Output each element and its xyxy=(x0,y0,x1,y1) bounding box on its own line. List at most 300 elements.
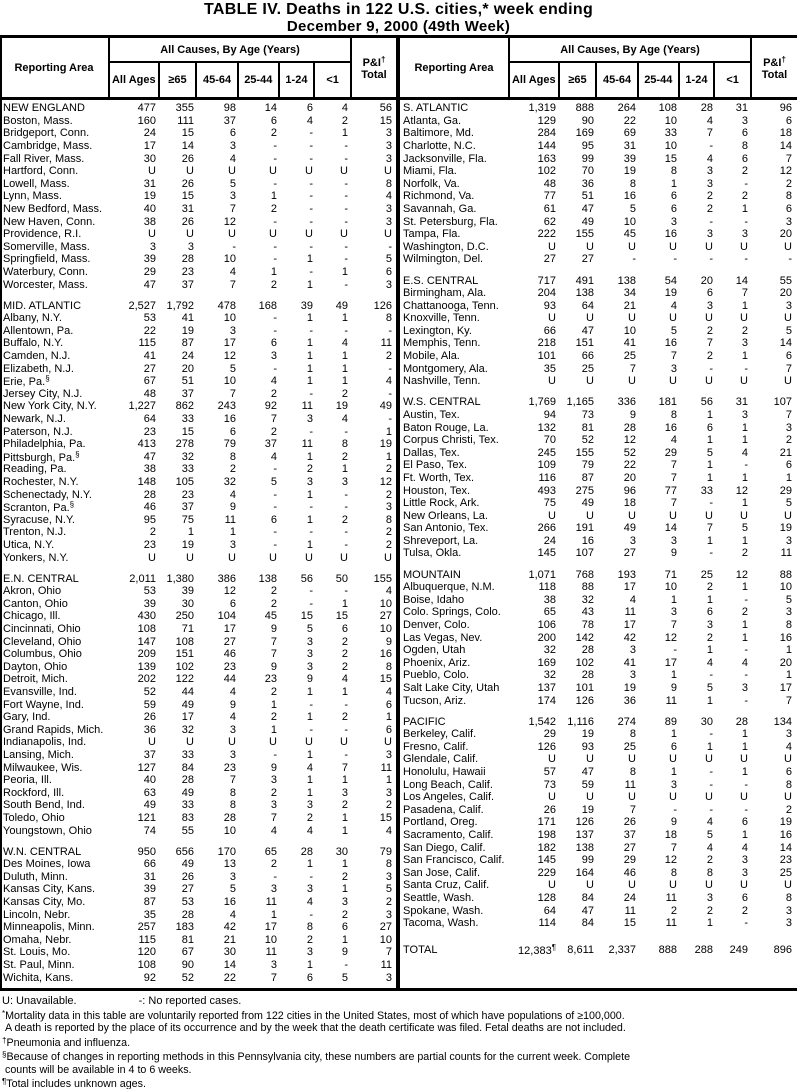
value-cell: 59 xyxy=(581,778,594,791)
value-cell: U xyxy=(669,240,677,253)
table-row xyxy=(400,581,797,594)
value-cell: 1 xyxy=(229,526,236,539)
value-cell: 2 xyxy=(706,190,713,203)
value-cell: U xyxy=(740,240,748,253)
value-cell: 19 xyxy=(623,165,636,178)
table-row xyxy=(0,711,396,724)
value-cell: U xyxy=(628,791,636,804)
reporting-area-cell: Spokane, Wash. xyxy=(403,904,484,917)
footnote-line: A death is reported by the place of its occurrence and by the week that the death certificate was filed. Fetal deaths are not included. xyxy=(4,1022,626,1035)
value-cell: 47 xyxy=(581,203,594,216)
age-column-header: ≥65 xyxy=(160,63,198,97)
value-cell: 28 xyxy=(143,488,156,501)
value-cell: 6 xyxy=(785,203,792,216)
value-cell: 24 xyxy=(623,891,636,904)
value-cell: 1 xyxy=(341,811,348,824)
value-cell: 2,527 xyxy=(128,299,156,312)
value-cell: 171 xyxy=(537,816,556,829)
value-cell: 288 xyxy=(694,943,713,956)
value-cell: 35 xyxy=(143,908,156,921)
reporting-area-cell: Mobile, Ala. xyxy=(403,350,460,363)
value-cell: 7 xyxy=(270,971,277,984)
value-cell: 14 xyxy=(735,274,748,287)
value-cell: 23 xyxy=(143,425,156,438)
table-row xyxy=(400,253,797,266)
value-cell: - xyxy=(309,597,313,610)
value-cell: 9 xyxy=(270,623,277,636)
footnote-mark: § xyxy=(69,500,75,510)
value-cell: 218 xyxy=(537,337,556,350)
value-cell: 45 xyxy=(264,610,277,623)
value-cell: 25 xyxy=(623,740,636,753)
value-cell: U xyxy=(740,879,748,892)
value-cell: 126 xyxy=(373,299,392,312)
all-causes-label: All Causes, By Age (Years) xyxy=(510,38,750,63)
value-cell: 37 xyxy=(143,748,156,761)
reporting-area-cell: Lansing, Mich. xyxy=(3,748,74,761)
header-right-half xyxy=(400,38,797,97)
value-cell: 3 xyxy=(385,152,392,165)
value-cell: 182 xyxy=(537,841,556,854)
value-cell: 3 xyxy=(341,896,348,909)
reporting-area-cell: Waterbury, Conn. xyxy=(3,266,88,279)
value-cell: 19 xyxy=(623,681,636,694)
value-cell: U xyxy=(228,736,236,749)
reporting-area-cell: Montgomery, Ala. xyxy=(403,362,488,375)
reporting-area-cell: Pasadena, Calif. xyxy=(403,803,484,816)
value-cell: - xyxy=(232,240,236,253)
table-title xyxy=(0,1,797,35)
value-cell: 11 xyxy=(624,606,636,619)
table-row xyxy=(400,917,797,930)
value-cell: 3 xyxy=(785,728,792,741)
value-cell: 21 xyxy=(779,446,792,459)
table-row xyxy=(400,766,797,779)
value-cell: 3 xyxy=(785,917,792,930)
value-cell: U xyxy=(340,165,348,178)
value-cell: 4 xyxy=(270,450,277,463)
value-cell: U xyxy=(586,879,594,892)
pi-total-word: Total xyxy=(761,69,788,81)
table-title-line2: December 9, 2000 (49th Week) xyxy=(286,18,511,35)
value-cell: 92 xyxy=(264,400,277,413)
table-row xyxy=(0,761,396,774)
value-cell: 10 xyxy=(779,581,792,594)
value-cell: 3 xyxy=(670,606,677,619)
reporting-area-cell: Buffalo, N.Y. xyxy=(3,337,64,350)
value-cell: 17 xyxy=(223,623,236,636)
value-cell: 2 xyxy=(706,203,713,216)
value-cell: 30 xyxy=(700,715,713,728)
value-cell: 7 xyxy=(741,287,748,300)
value-cell: 16 xyxy=(664,337,677,350)
value-cell: 15 xyxy=(623,917,636,930)
value-cell: 2 xyxy=(270,711,277,724)
value-cell: U xyxy=(269,551,277,564)
value-cell: 6 xyxy=(229,127,236,140)
reporting-area-cell: Scranton, Pa.§ xyxy=(3,500,75,515)
value-cell: - xyxy=(709,547,713,560)
reporting-area-cell: Charlotte, N.C. xyxy=(403,140,476,153)
value-cell: 4 xyxy=(341,337,348,350)
value-cell: 12 xyxy=(735,568,748,581)
value-cell: 27 xyxy=(379,610,392,623)
reporting-area-cell: Savannah, Ga. xyxy=(403,203,477,216)
value-cell: 32 xyxy=(181,723,194,736)
value-cell: 5 xyxy=(306,623,313,636)
value-cell: 38 xyxy=(143,215,156,228)
value-cell: 79 xyxy=(223,438,236,451)
region-row xyxy=(400,715,797,728)
value-cell: 29 xyxy=(543,728,556,741)
table-row xyxy=(400,631,797,644)
value-cell: 1 xyxy=(306,786,313,799)
value-cell: 16 xyxy=(223,413,236,426)
value-cell: 34 xyxy=(623,287,636,300)
table-row xyxy=(400,778,797,791)
legend-line xyxy=(2,995,795,1008)
value-cell: 7 xyxy=(785,362,792,375)
value-cell: 32 xyxy=(181,450,194,463)
footnote-symbol: ¶ xyxy=(2,1077,7,1087)
value-cell: 94 xyxy=(543,408,556,421)
reporting-area-cell: Syracuse, N.Y. xyxy=(3,513,75,526)
table-row xyxy=(400,140,797,153)
value-cell: 4 xyxy=(229,152,236,165)
value-cell: 12 xyxy=(223,215,236,228)
value-cell: 27 xyxy=(623,841,636,854)
value-cell: 478 xyxy=(217,299,236,312)
table-row xyxy=(400,299,797,312)
value-cell: 95 xyxy=(581,140,594,153)
value-cell: - xyxy=(273,152,277,165)
reporting-area-cell: San Jose, Calif. xyxy=(403,866,481,879)
table-row xyxy=(400,325,797,338)
value-cell: 109 xyxy=(537,459,556,472)
value-cell: 4 xyxy=(706,841,713,854)
value-cell: 128 xyxy=(537,891,556,904)
table-row xyxy=(400,694,797,707)
value-cell: 2 xyxy=(306,463,313,476)
value-cell: - xyxy=(273,177,277,190)
value-cell: 1 xyxy=(741,534,748,547)
reporting-area-cell: Washington, D.C. xyxy=(403,240,489,253)
value-cell: 3 xyxy=(229,140,236,153)
value-cell: 11 xyxy=(380,337,392,350)
table-body-right xyxy=(400,100,797,988)
value-cell: 11 xyxy=(265,896,277,909)
reporting-area-cell: Glendale, Calif. xyxy=(403,753,479,766)
value-cell: 160 xyxy=(137,114,156,127)
reporting-area-cell: Worcester, Mass. xyxy=(3,278,88,291)
value-cell: 67 xyxy=(181,946,194,959)
value-cell: 4 xyxy=(270,375,277,388)
table-row xyxy=(0,425,396,438)
value-cell: 2 xyxy=(341,513,348,526)
value-cell: 151 xyxy=(575,337,594,350)
value-cell: 4 xyxy=(229,686,236,699)
table-row xyxy=(0,883,396,896)
value-cell: 20 xyxy=(779,287,792,300)
value-cell: U xyxy=(784,879,792,892)
value-cell: 114 xyxy=(538,917,556,930)
footnote-mark: § xyxy=(75,449,80,459)
table-row xyxy=(0,413,396,426)
reporting-area-cell: Colo. Springs, Colo. xyxy=(403,606,501,619)
value-cell: - xyxy=(309,152,313,165)
age-column-header: 1-24 xyxy=(680,63,716,97)
table-row xyxy=(400,644,797,657)
age-column-header: All Ages xyxy=(110,63,160,97)
age-column-header: 1-24 xyxy=(280,63,316,97)
value-cell: 126 xyxy=(575,694,594,707)
value-cell: U xyxy=(340,551,348,564)
value-cell: 18 xyxy=(623,497,636,510)
reporting-area-cell: W.S. CENTRAL xyxy=(403,396,481,409)
table-row xyxy=(0,673,396,686)
value-cell: 84 xyxy=(581,891,594,904)
value-cell: 20 xyxy=(181,362,194,375)
table-row xyxy=(400,152,797,165)
reporting-area-cell: MID. ATLANTIC xyxy=(3,299,82,312)
value-cell: 12 xyxy=(623,434,636,447)
value-cell: U xyxy=(305,228,313,241)
reporting-area-cell: Portland, Oreg. xyxy=(403,816,478,829)
value-cell: 88 xyxy=(779,568,792,581)
section-gap xyxy=(400,560,797,569)
value-cell: 27 xyxy=(623,547,636,560)
value-cell: 6 xyxy=(706,287,713,300)
table-row xyxy=(400,484,797,497)
value-cell: 37 xyxy=(181,278,194,291)
value-cell: 44 xyxy=(223,673,236,686)
value-cell: 7 xyxy=(785,408,792,421)
reporting-area-cell: Baton Rouge, La. xyxy=(403,421,489,434)
reporting-area-cell: Rochester, N.Y. xyxy=(3,476,79,489)
value-cell: 3 xyxy=(385,278,392,291)
value-cell: 1,792 xyxy=(166,299,194,312)
value-cell: 14 xyxy=(664,522,677,535)
region-row xyxy=(0,845,396,858)
value-cell: 46 xyxy=(143,501,156,514)
table-row xyxy=(400,375,797,388)
value-cell: 222 xyxy=(537,228,556,241)
value-cell: 49 xyxy=(581,215,594,228)
value-cell: 1 xyxy=(341,774,348,787)
value-cell: 2,011 xyxy=(129,572,156,585)
value-cell: 54 xyxy=(664,274,677,287)
table-row xyxy=(0,350,396,363)
value-cell: 30 xyxy=(181,597,194,610)
value-cell: 6 xyxy=(229,597,236,610)
value-cell: - xyxy=(309,203,313,216)
value-cell: 8 xyxy=(785,778,792,791)
value-cell: 2 xyxy=(385,538,392,551)
table-row xyxy=(400,656,797,669)
value-cell: 1 xyxy=(306,350,313,363)
value-cell: 59 xyxy=(143,698,156,711)
value-cell: 9 xyxy=(670,816,677,829)
value-cell: 121 xyxy=(137,811,156,824)
value-cell: 105 xyxy=(175,476,194,489)
value-cell: - xyxy=(309,324,313,337)
value-cell: - xyxy=(273,215,277,228)
reporting-area-cell: St. Louis, Mo. xyxy=(3,946,71,959)
value-cell: 8 xyxy=(629,177,636,190)
table-row xyxy=(0,337,396,350)
value-cell: - xyxy=(273,324,277,337)
value-cell: 4 xyxy=(741,446,748,459)
value-cell: 8 xyxy=(785,891,792,904)
value-cell: - xyxy=(273,253,277,266)
table-row xyxy=(400,547,797,560)
reporting-area-cell: Erie, Pa.§ xyxy=(3,374,50,389)
value-cell: 243 xyxy=(217,400,236,413)
value-cell: 40 xyxy=(143,774,156,787)
value-cell: 7 xyxy=(229,203,236,216)
value-cell: 8 xyxy=(229,799,236,812)
value-cell: 1 xyxy=(706,471,713,484)
table-row xyxy=(0,115,396,128)
all-causes-label: All Causes, By Age (Years) xyxy=(110,38,350,63)
value-cell: - xyxy=(309,526,313,539)
value-cell: 7 xyxy=(385,946,392,959)
footnotes xyxy=(2,1008,796,1089)
value-cell: 26 xyxy=(181,870,194,883)
value-cell: 107 xyxy=(575,547,594,560)
table-row xyxy=(400,421,797,434)
section-gap xyxy=(400,388,797,397)
reporting-area-cell: Tucson, Ariz. xyxy=(403,694,467,707)
value-cell: 888 xyxy=(575,102,594,115)
value-cell: 47 xyxy=(143,278,156,291)
value-cell: - xyxy=(273,526,277,539)
value-cell: 6 xyxy=(385,266,392,279)
value-cell: 477 xyxy=(137,102,156,115)
value-cell: U xyxy=(740,791,748,804)
age-column-header: 25-44 xyxy=(639,63,680,97)
reporting-area-header: Reporting Area xyxy=(0,38,110,97)
legend-unavailable: U: Unavailable. xyxy=(2,995,77,1007)
value-cell: 7 xyxy=(270,811,277,824)
value-cell: U xyxy=(148,551,156,564)
value-cell: 21 xyxy=(223,933,236,946)
value-cell: 15 xyxy=(379,114,392,127)
table-row xyxy=(0,526,396,539)
value-cell: 896 xyxy=(773,943,792,956)
value-cell: - xyxy=(744,917,748,930)
value-cell: 9 xyxy=(341,946,348,959)
value-cell: 32 xyxy=(223,476,236,489)
value-cell: - xyxy=(709,497,713,510)
value-cell: 51 xyxy=(181,375,194,388)
table-row xyxy=(0,648,396,661)
value-cell: 4 xyxy=(385,585,392,598)
value-cell: 55 xyxy=(181,824,194,837)
value-cell: 41 xyxy=(181,312,194,325)
value-cell: 4 xyxy=(229,266,236,279)
table-row xyxy=(400,669,797,682)
value-cell: 75 xyxy=(181,513,194,526)
value-cell: U xyxy=(705,240,713,253)
table-row xyxy=(0,266,396,279)
value-cell: 8 xyxy=(629,765,636,778)
value-cell: 9 xyxy=(385,635,392,648)
value-cell: 28 xyxy=(735,715,748,728)
table-title-line1: TABLE IV. Deaths in 122 U.S. cities,* week ending xyxy=(203,1,594,18)
reporting-area-cell: Chattanooga, Tenn. xyxy=(403,299,499,312)
value-cell: 77 xyxy=(664,484,677,497)
value-cell: 1 xyxy=(670,177,677,190)
value-cell: 115 xyxy=(138,337,156,350)
table-row xyxy=(0,400,396,413)
table-row xyxy=(0,598,396,611)
value-cell: 22 xyxy=(143,324,156,337)
value-cell: 3 xyxy=(706,299,713,312)
value-cell: U xyxy=(628,312,636,325)
value-cell: 1 xyxy=(306,375,313,388)
table-row xyxy=(0,686,396,699)
value-cell: 10 xyxy=(379,623,392,636)
value-cell: 17 xyxy=(143,140,156,153)
value-cell: 145 xyxy=(537,547,556,560)
value-cell: 32 xyxy=(543,669,556,682)
value-cell: 7 xyxy=(270,413,277,426)
section-gap xyxy=(400,929,797,943)
value-cell: 1,227 xyxy=(128,400,156,413)
value-cell: 7 xyxy=(629,803,636,816)
value-cell: 31 xyxy=(143,870,156,883)
value-cell: U xyxy=(628,753,636,766)
value-cell: 1,769 xyxy=(528,396,556,409)
value-cell: 862 xyxy=(175,400,194,413)
value-cell: - xyxy=(744,778,748,791)
reporting-area-cell: Gary, Ind. xyxy=(3,711,51,724)
value-cell: 198 xyxy=(537,828,556,841)
value-cell: 56 xyxy=(300,572,313,585)
pi-dagger: † xyxy=(380,55,386,64)
value-cell: U xyxy=(548,791,556,804)
reporting-area-cell: Lynn, Mass. xyxy=(3,190,62,203)
value-cell: 19 xyxy=(581,728,594,741)
table-row xyxy=(400,203,797,216)
value-cell: 274 xyxy=(617,715,636,728)
reporting-area-cell: Cambridge, Mass. xyxy=(3,140,93,153)
value-cell: 41 xyxy=(623,656,636,669)
reporting-area-cell: New Orleans, La. xyxy=(403,509,488,522)
value-cell: 31 xyxy=(143,177,156,190)
table-row xyxy=(400,892,797,905)
value-cell: 31 xyxy=(623,140,636,153)
value-cell: 430 xyxy=(137,610,156,623)
value-cell: 90 xyxy=(581,114,594,127)
value-cell: U xyxy=(628,375,636,388)
value-cell: 11 xyxy=(665,917,677,930)
value-cell: 17 xyxy=(223,337,236,350)
value-cell: 493 xyxy=(537,484,556,497)
value-cell: 7 xyxy=(785,152,792,165)
table-row xyxy=(0,871,396,884)
value-cell: U xyxy=(548,509,556,522)
reporting-area-cell: Pueblo, Colo. xyxy=(403,669,470,682)
value-cell: U xyxy=(384,228,392,241)
value-cell: 4 xyxy=(385,190,392,203)
value-cell: 57 xyxy=(543,765,556,778)
value-cell: 6 xyxy=(670,203,677,216)
value-cell: 39 xyxy=(143,597,156,610)
table-row xyxy=(0,152,396,165)
reporting-area-cell: Canton, Ohio xyxy=(3,597,68,610)
